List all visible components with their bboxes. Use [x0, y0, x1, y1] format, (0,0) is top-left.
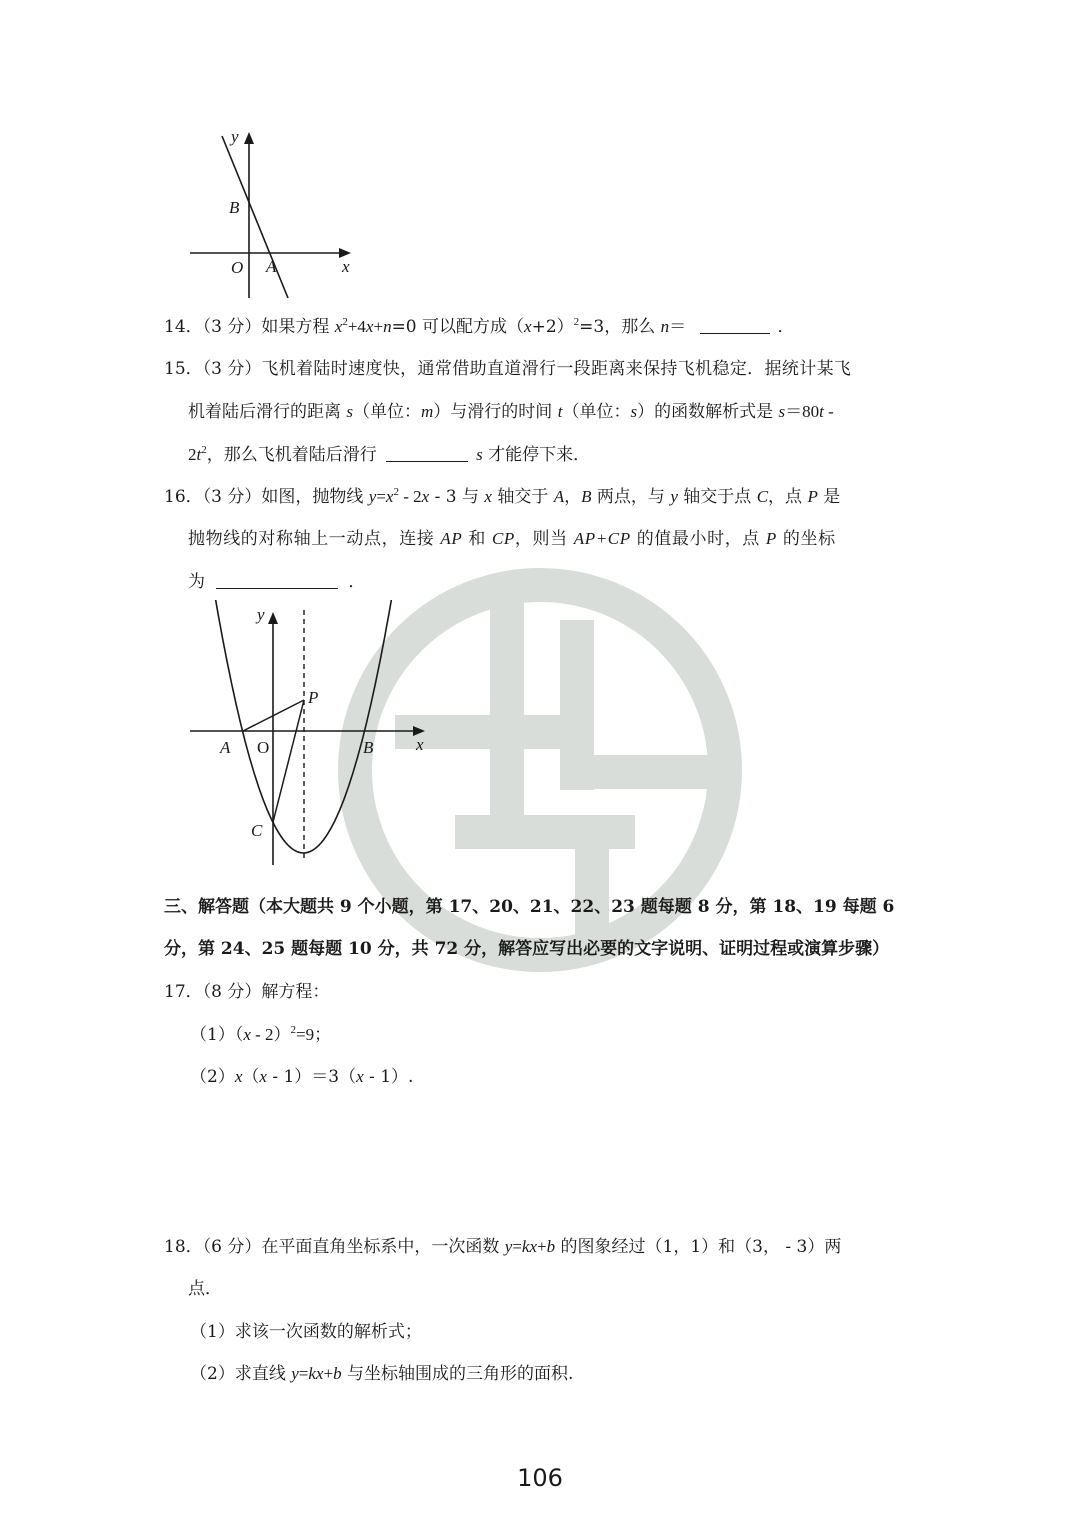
q16-text: ，点: [768, 487, 808, 507]
q17-text: （: [242, 1067, 260, 1087]
q17-text: - 2）: [250, 1025, 291, 1044]
q15-var: s: [346, 402, 354, 421]
q15-var: t: [196, 445, 202, 464]
fig13-x-label: x: [342, 257, 350, 276]
q16-var: x: [484, 487, 492, 506]
q14-text: 如果方程: [261, 317, 335, 337]
q14-number: 14．: [164, 317, 203, 337]
q18-score: （6 分）: [202, 1237, 262, 1257]
fig13-A-label: A: [266, 257, 277, 276]
q14-end: ．: [777, 317, 795, 337]
question-14: [164, 312, 795, 337]
q16-text: - 3 与: [429, 487, 485, 507]
q16-var: x: [421, 487, 430, 506]
q15-text: （单位：: [353, 402, 422, 422]
q18-var: b: [546, 1237, 556, 1256]
q15-var: m: [421, 402, 434, 421]
fig16-y-label: y: [257, 605, 265, 624]
q16-exp: 2: [393, 486, 399, 498]
q17-var: x: [356, 1067, 364, 1086]
q18-var: y: [504, 1237, 513, 1256]
question-16-line3: [188, 567, 365, 592]
page-number: 106: [517, 1464, 563, 1492]
q18-text: +: [323, 1364, 334, 1383]
q14-var: n: [660, 317, 670, 336]
q18-var: y: [291, 1364, 299, 1383]
q14-answer-blank[interactable]: [700, 317, 770, 334]
q15-text: ，那么飞机着陆后滑行: [206, 445, 383, 465]
q16-var: y: [368, 487, 377, 506]
q17-text: =9；: [296, 1025, 332, 1044]
q15-text: 飞机着陆时速度快，通常借助直道滑行一段距离来保持飞机稳定．据统计某飞: [261, 359, 852, 379]
q16-text: 轴交于点: [677, 487, 757, 507]
q14-exp: 2: [573, 316, 580, 328]
q14-exp: 2: [342, 316, 348, 328]
q17-var: x: [234, 1067, 243, 1086]
line-graph-figure: [185, 122, 360, 302]
q16-text: 的坐标: [776, 529, 836, 549]
q15-answer-blank[interactable]: [386, 445, 468, 462]
q14-text: +2）: [531, 317, 574, 337]
q16-text: 如图，抛物线: [261, 487, 369, 507]
question-18-line1: [164, 1232, 841, 1257]
question-17: [164, 977, 329, 1002]
q15-text: ＝80: [785, 402, 820, 421]
q16-score: （3 分）: [202, 487, 262, 507]
question-15-line2: [188, 397, 834, 422]
q15-var: s: [476, 445, 483, 464]
question-17-part1: [190, 1020, 331, 1045]
q17-text: - 1）＝3（: [266, 1067, 357, 1087]
q15-text: ）的函数解析式是: [637, 402, 779, 422]
q16-text: 是: [817, 487, 841, 507]
section-3-heading-line1: 三、解答题（本大题共 9 个小题，第 17、20、21、22、23 题每题 8 分，第 18、19 每题 6: [164, 897, 895, 917]
q15-text: 2: [188, 445, 197, 464]
q18-var: b: [333, 1364, 342, 1383]
q16-end: ．: [348, 572, 366, 592]
q16-text: 抛物线的对称轴上一动点，连接: [188, 529, 441, 549]
question-15-line1: [164, 354, 851, 379]
q16-text: 两点，与: [591, 487, 671, 507]
q15-var: s: [630, 402, 638, 421]
question-16-line1: [164, 482, 840, 507]
q16-var: P: [765, 529, 777, 548]
question-15-line3: [188, 440, 590, 465]
fig16-x-label: x: [416, 735, 424, 754]
fig16-A-label: A: [220, 738, 231, 757]
q16-var: C: [756, 487, 769, 506]
q16-var: B: [581, 487, 592, 506]
question-18-part2: [190, 1359, 573, 1384]
q16-var: P: [807, 487, 818, 506]
q18-var: kx: [308, 1364, 324, 1383]
q16-text: ，则当: [514, 529, 574, 549]
q15-text: 机着陆后滑行的距离: [188, 402, 347, 422]
q15-number: 15．: [164, 359, 203, 379]
q16-number: 16．: [164, 487, 203, 507]
section-3-heading-line2: 分，第 24、25 题每题 10 分，共 72 分，解答应写出必要的文字说明、证明过程或演算步骤）: [164, 939, 890, 959]
q15-text: -: [823, 402, 834, 421]
fig16-O-label: O: [257, 738, 270, 757]
q15-var: t: [557, 402, 563, 421]
q16-text: 为: [188, 572, 211, 592]
q17-score: （8 分）: [202, 982, 262, 1002]
q14-var: x: [365, 317, 374, 336]
fig16-B-label: B: [363, 738, 374, 757]
q14-var: x: [334, 317, 343, 336]
q18-text: 的图象经过（1，1）和（3， - 3）两: [555, 1237, 842, 1257]
question-17-part2: [190, 1062, 413, 1087]
q16-text: ，: [564, 487, 582, 507]
q15-var: s: [778, 402, 786, 421]
q16-text: 和: [462, 529, 492, 549]
q14-text: =0 可以配方成（: [391, 317, 525, 337]
q18-text: +: [537, 1237, 547, 1256]
q18-text: 在平面直角坐标系中，一次函数: [261, 1237, 505, 1257]
q17-text: （2）: [190, 1067, 235, 1087]
q17-number: 17．: [164, 982, 203, 1002]
q15-exp: 2: [201, 444, 207, 456]
fig16-P-label: P: [308, 688, 319, 707]
q17-var: x: [259, 1067, 267, 1086]
q16-var: A: [553, 487, 565, 506]
parabola-figure: [185, 600, 435, 870]
fig13-B-label: B: [229, 198, 240, 217]
q16-text: 轴交于: [491, 487, 554, 507]
q16-var: AP: [440, 529, 463, 548]
fig13-O-label: O: [231, 258, 244, 277]
q15-var: t: [819, 402, 824, 421]
question-18-part1: （1）求该一次函数的解析式；: [190, 1322, 422, 1342]
q18-text: =: [298, 1364, 309, 1383]
q18-var: kx: [521, 1237, 538, 1256]
q16-answer-blank[interactable]: [216, 572, 338, 589]
q15-text: （单位：: [562, 402, 631, 422]
q14-var: x: [524, 317, 532, 336]
q14-score: （3 分）: [202, 317, 262, 337]
q15-score: （3 分）: [202, 359, 262, 379]
fig16-C-label: C: [251, 821, 263, 840]
q16-var: x: [385, 487, 394, 506]
q17-text: - 1）.: [363, 1067, 414, 1087]
question-16-line2: [188, 524, 836, 549]
question-18-line2: 点．: [188, 1279, 222, 1299]
q18-text: 与坐标轴围成的三角形的面积.: [341, 1364, 574, 1384]
q16-var: CP: [491, 529, 515, 548]
q14-text: +: [373, 317, 384, 336]
q17-title: 解方程：: [261, 982, 330, 1002]
q16-text: - 2: [398, 487, 422, 506]
q16-text: =: [376, 487, 386, 506]
q14-var: n: [383, 317, 392, 336]
q18-number: 18．: [164, 1237, 203, 1257]
q18-text: （2）求直线: [190, 1364, 292, 1384]
q18-text: =: [512, 1237, 522, 1256]
q17-exp: 2: [290, 1024, 297, 1036]
q14-text: ＝: [669, 317, 692, 337]
q16-text: 的值最小时，点: [630, 529, 766, 549]
q16-var: AP+CP: [573, 529, 631, 548]
q17-text: （1）（: [190, 1025, 244, 1045]
q17-var: x: [243, 1025, 251, 1044]
q15-text: 才能停下来．: [482, 445, 591, 465]
q14-text: +4: [347, 317, 366, 336]
q15-text: ）与滑行的时间: [433, 402, 558, 422]
fig13-y-label: y: [231, 127, 239, 146]
q14-text: =3，那么: [579, 317, 661, 337]
q16-var: y: [670, 487, 678, 506]
